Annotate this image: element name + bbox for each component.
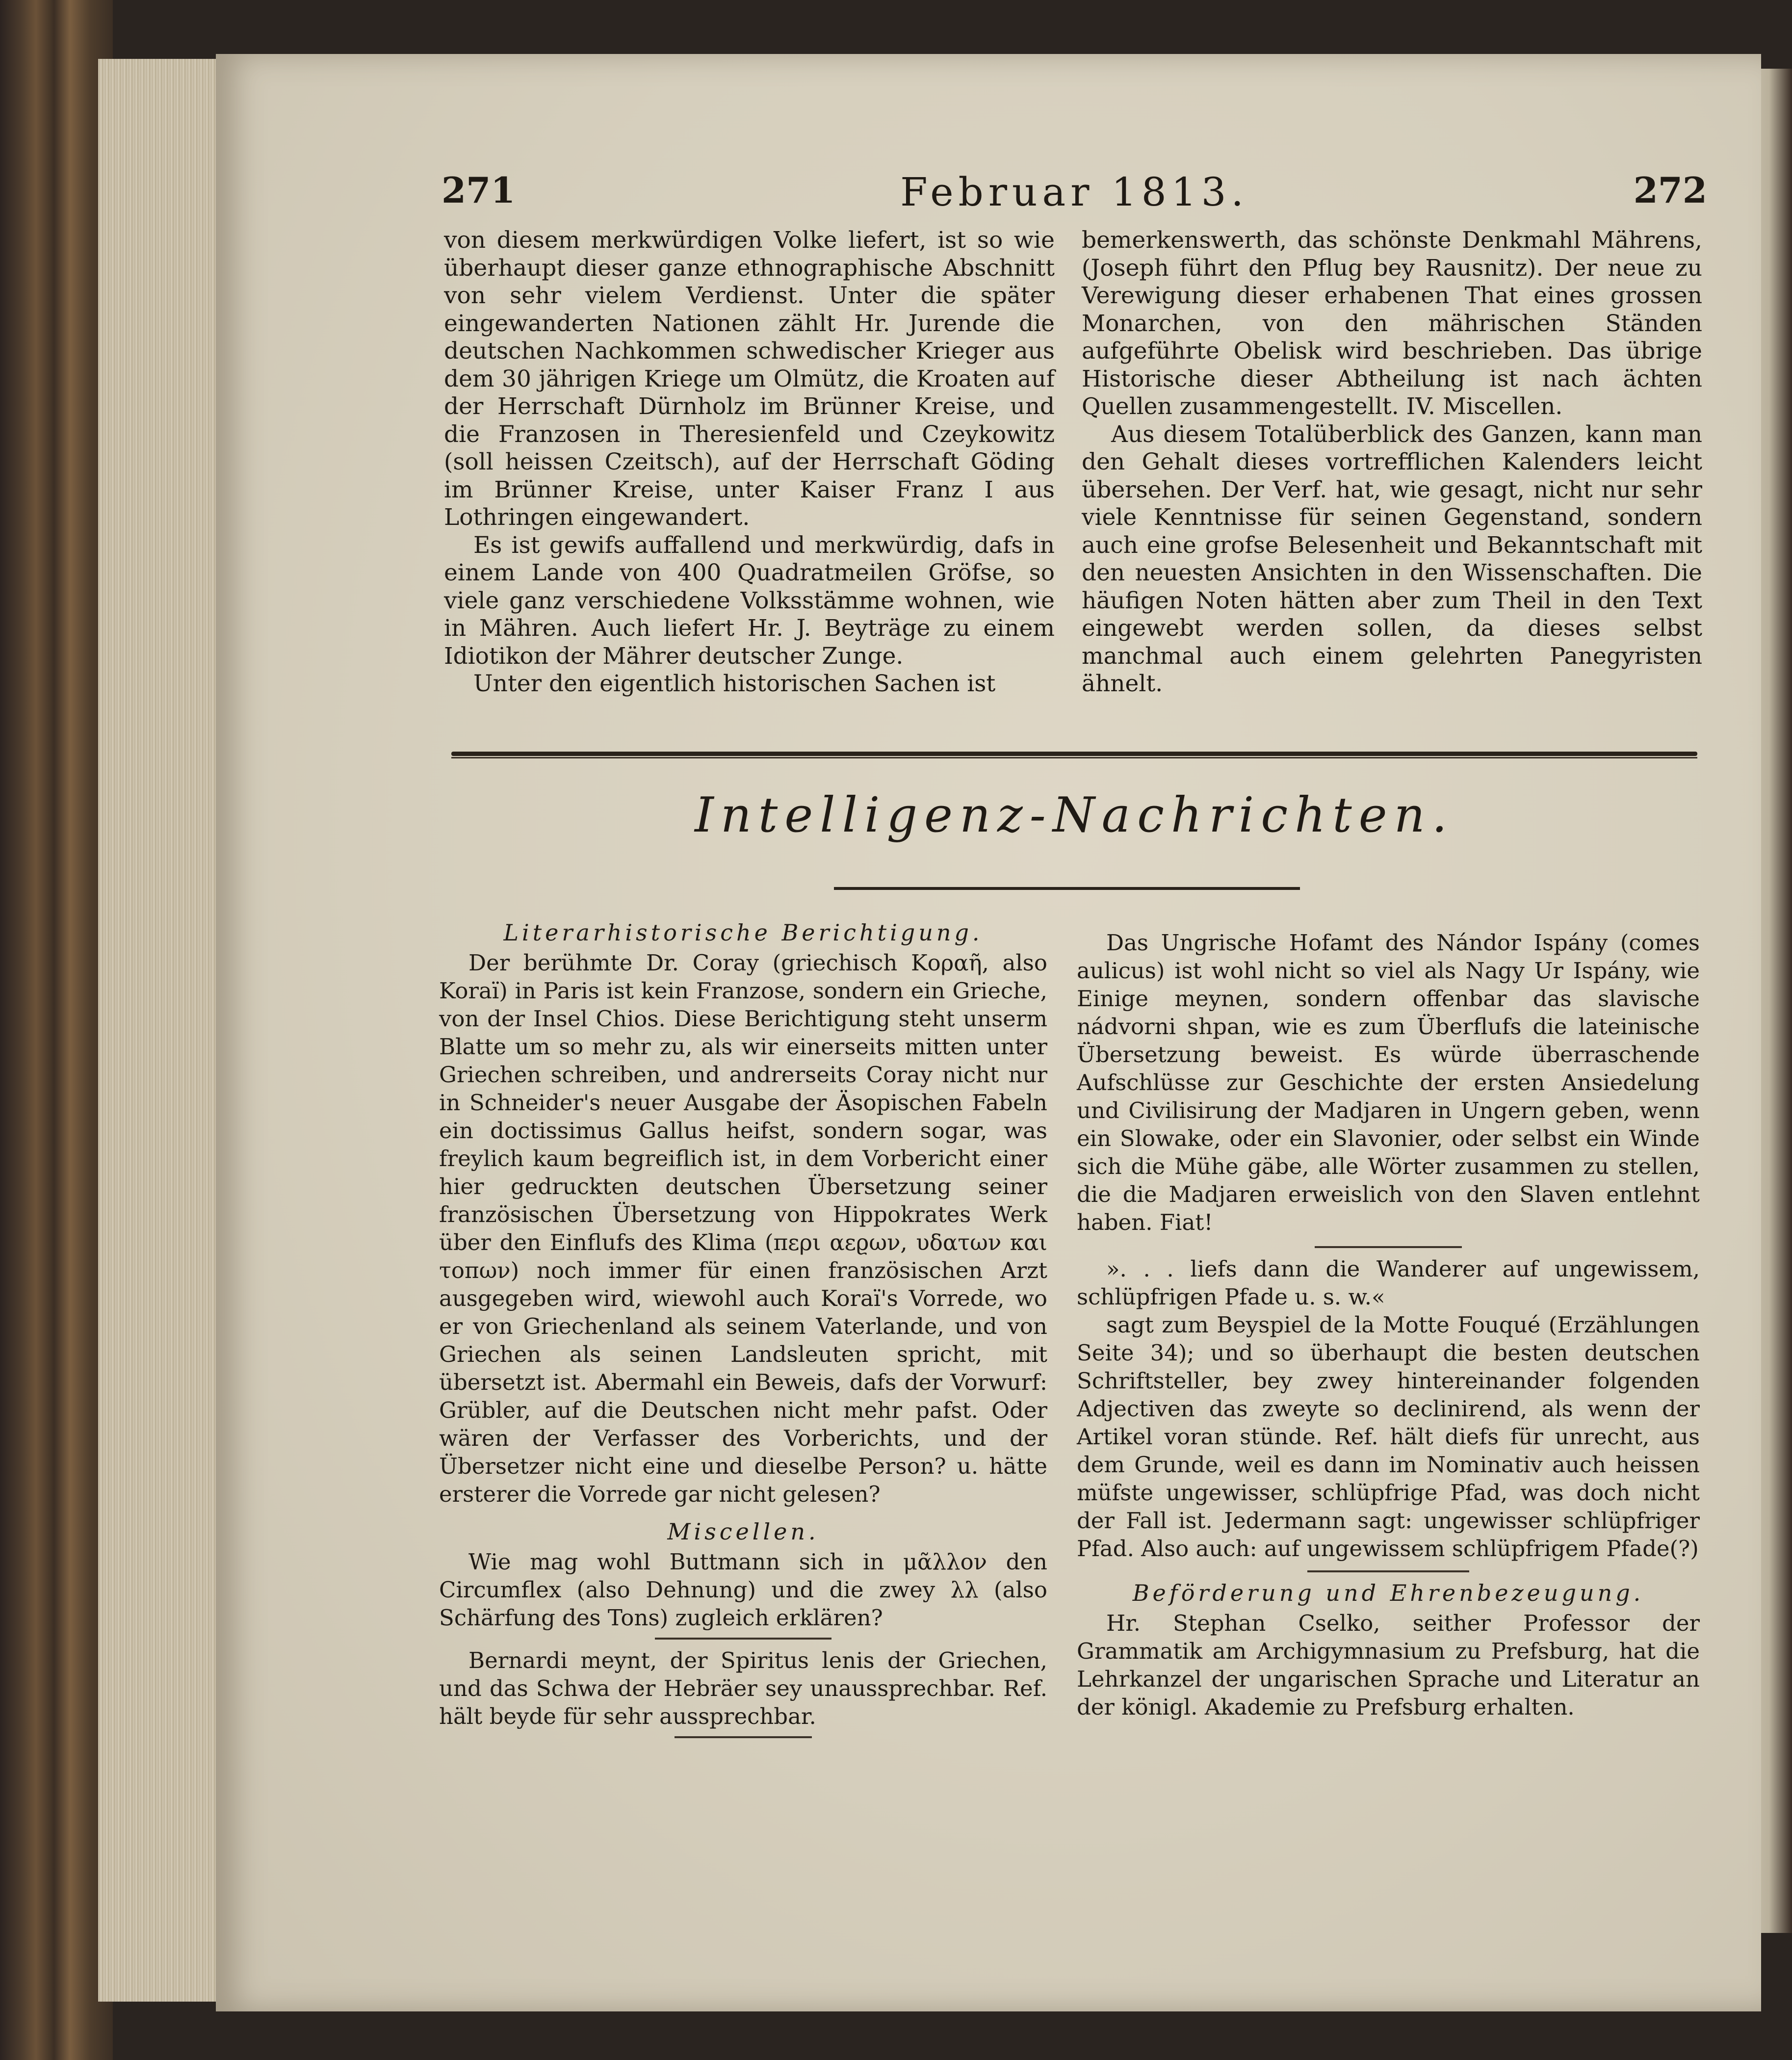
paragraph: Wie mag wohl Buttmann sich in μᾶλλον den Circumflex (also Dehnung) und die zwey λλ (also Schärfung des Tons) zugleich erklären? xyxy=(439,1549,1047,1631)
column-bottom-left xyxy=(439,919,1047,1745)
subsection-heading: Beförderung und Ehrenbezeugung. xyxy=(1132,1580,1644,1606)
page-edges xyxy=(98,59,227,2002)
paragraph: sagt zum Beyspiel de la Motte Fouqué (Erzählungen Seite 34); und so überhaupt die besten deutschen Schriftsteller, bey zwey hintereinander folgenden Adjectiven das zweyte so declinirend, als wenn der Artikel voran stünde. Ref. hält diefs für unrecht, aus dem Grunde, weil es dann im Nominativ auch heissen müfste ungewisser, schlüpfrige Pfad, was doch nicht der Fall ist. Jedermann sagt: ungewisser schlüpfriger Pfad. Also auch: auf ungewissem schlüpfrigem Pfade(?) xyxy=(1077,1312,1700,1562)
short-divider xyxy=(655,1638,831,1640)
subsection-heading: Miscellen. xyxy=(667,1518,819,1545)
section-title: Intelligenz-Nachrichten. xyxy=(695,787,1454,843)
title-underline xyxy=(834,887,1300,890)
subsection-heading: Literarhistorische Berichtigung. xyxy=(503,919,983,946)
column-top-right xyxy=(1082,227,1702,698)
short-divider xyxy=(1307,1570,1469,1572)
column-bottom-right xyxy=(1077,929,1700,1721)
column-top-left xyxy=(444,227,1055,698)
paragraph: Es ist gewifs auffallend und merkwürdig, dafs in einem Lande von 400 Quadratmeilen Gröfse, so viele ganz verschiedene Volksstämme wohnen, wie in Mähren. Auch liefert Hr. J. Beyträge zu einem Idiotikon der Mährer deutscher Zunge. xyxy=(444,531,1055,670)
page-number-right: 272 xyxy=(1633,169,1707,211)
paragraph: bemerkenswerth, das schönste Denkmahl Mährens, (Joseph führt den Pflug bey Rausnitz). Der neue zu Verewigung dieser erhabenen That eines grossen Monarchen, von den mährischen Ständen aufgeführte Obelisk wird beschrieben. Das übrige Historische dieser Abtheilung ist nach ächten Quellen zusammengestellt. IV. Miscellen. xyxy=(1082,227,1702,420)
paragraph: Das Ungrische Hofamt des Nándor Ispány (comes aulicus) ist wohl nicht so viel als Nagy Ur Ispány, wie Einige meynen, sondern offenbar das slavische nádvorni shpan, wie es zum Überflufs die lateinische Übersetzung beweist. Es würde überraschende Aufschlüsse zur Geschichte der ersten Ansiedelung und Civilisirung der Madjaren in Ungern geben, wenn ein Slowake, oder ein Slavonier, oder selbst ein Winde sich die Mühe gäbe, alle Wörter zusammen zu stellen, die die Madjaren erweislich von den Slaven entlehnt haben. Fiat! xyxy=(1077,930,1700,1235)
paragraph: Aus diesem Totalüberblick des Ganzen, kann man den Gehalt dieses vortrefflichen Kalenders leicht übersehen. Der Verf. hat, wie gesagt, nicht nur sehr viele Kenntnisse für seinen Gegenstand, sondern auch eine grofse Belesenheit und Bekanntschaft mit den neuesten Ansichten in den Wissenschaften. Die häufigen Noten hätten aber zum Theil in den Text eingewebt werden sollen, da dieses selbst manchmal auch einem gelehrten Panegyristen ähnelt. xyxy=(1082,420,1702,697)
running-title: Februar 1813. xyxy=(900,169,1248,215)
paragraph: Hr. Stephan Cselko, seither Professor der Grammatik am Archigymnasium zu Prefsburg, hat die Lehrkanzel der ungarischen Sprache und Literatur an der königl. Akademie zu Prefsburg erhalten. xyxy=(1077,1610,1700,1720)
section-divider xyxy=(451,752,1697,756)
paragraph: ». . . liefs dann die Wanderer auf ungewissem, schlüpfrigen Pfade u. s. w.« xyxy=(1077,1256,1700,1310)
book-spine xyxy=(0,0,113,2060)
page-number-left: 271 xyxy=(442,169,516,211)
paragraph: Der berühmte Dr. Coray (griechisch Κοραῆ, also Koraï) in Paris ist kein Franzose, sondern ein Grieche, von der Insel Chios. Diese Berichtigung steht unserm Blatte um so mehr zu, als wir einerseits mitten unter Griechen schreiben, und andrerseits Coray nicht nur in Schneider's neuer Ausgabe der Äsopischen Fabeln ein doctissimus Gallus heifst, sondern sogar, was freylich kaum begreiflich ist, in dem Vorbericht einer hier gedruckten deutschen Übersetzung seiner französischen Übersetzung von Hippokrates Werk über den Einflufs des Klima (περι αεϱων, υδατων και τοπων) noch immer für einen französischen Arzt ausgegeben wird, wiewohl auch Koraï's Vorrede, wo er von Griechenland als seinem Vaterlande, und von Griechen als seinen Landsleuten spricht, mit übersetzt ist. Abermahl ein Beweis, dafs der Vorwurf: Grübler, auf die Deutschen nicht mehr pafst. Oder wären der Verfasser des Vorberichts, und der Übersetzer nicht eine und dieselbe Person? u. hätte ersterer die Vorrede gar nicht gelesen? xyxy=(439,950,1047,1507)
paragraph: von diesem merkwürdigen Volke liefert, ist so wie überhaupt dieser ganze ethnographische Abschnitt von sehr vielem Verdienst. Unter die später eingewanderten Nationen zählt Hr. Jurende die deutschen Nachkommen schwedischer Krieger aus dem 30 jährigen Kriege um Olmütz, die Kroaten auf der Herrschaft Dürnholz im Brünner Kreise, und die Franzosen in Theresienfeld und Czeykowitz (soll heissen Czeitsch), auf der Herrschaft Göding im Brünner Kreise, unter Kaiser Franz I aus Lothringen eingewandert. xyxy=(444,227,1055,531)
short-divider xyxy=(675,1736,812,1738)
short-divider xyxy=(1315,1246,1462,1248)
page-header xyxy=(442,169,1707,223)
paragraph: Bernardi meynt, der Spiritus lenis der Griechen, und das Schwa der Hebräer sey unaussprechbar. Ref. hält beyde für sehr aussprechbar. xyxy=(439,1647,1047,1729)
paragraph: Unter den eigentlich historischen Sachen ist xyxy=(473,670,996,697)
